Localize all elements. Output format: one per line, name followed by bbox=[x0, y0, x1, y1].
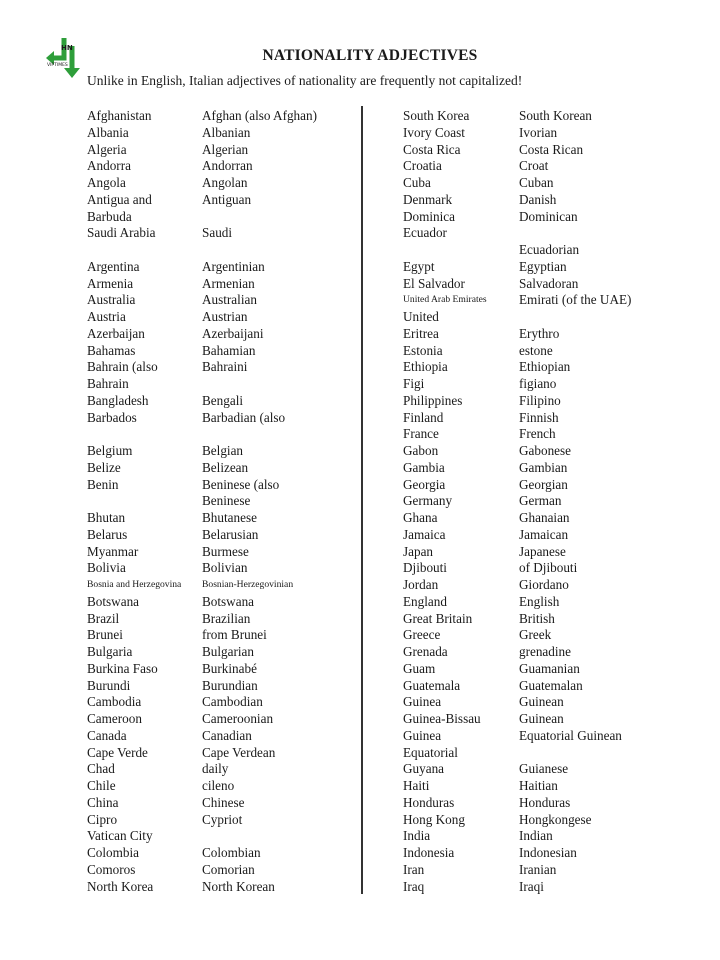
list-row bbox=[87, 209, 357, 226]
country-name: Burundi bbox=[87, 677, 131, 693]
list-row bbox=[87, 108, 357, 125]
list-row bbox=[403, 862, 703, 879]
country-name: Iran bbox=[403, 861, 425, 877]
list-row bbox=[87, 276, 357, 293]
list-row bbox=[403, 845, 703, 862]
list-row bbox=[403, 828, 703, 845]
list-row bbox=[403, 276, 703, 293]
list-row bbox=[87, 594, 357, 611]
nationality-adjective: Colombian bbox=[202, 845, 261, 860]
list-row bbox=[87, 745, 357, 762]
country-name: Bhutan bbox=[87, 510, 126, 525]
country-name: Iraq bbox=[403, 878, 425, 894]
country-name: Gabon bbox=[403, 443, 439, 458]
list-row bbox=[403, 343, 703, 360]
nationality-adjective: Georgian bbox=[519, 476, 568, 492]
nationality-adjective: daily bbox=[202, 761, 229, 777]
nationality-adjective: from Brunei bbox=[202, 627, 267, 643]
country-name: England bbox=[403, 593, 447, 609]
nationality-adjective: grenadine bbox=[519, 644, 571, 659]
country-name: Armenia bbox=[87, 275, 134, 291]
country-name: Denmark bbox=[403, 191, 453, 207]
nationality-adjective: Danish bbox=[519, 191, 557, 207]
country-name: Costa Rica bbox=[403, 141, 461, 157]
list-row bbox=[87, 242, 357, 259]
list-row bbox=[403, 460, 703, 477]
country-name: China bbox=[87, 794, 119, 810]
nationality-adjective: Giordano bbox=[519, 577, 569, 592]
list-row bbox=[87, 410, 357, 427]
list-row bbox=[87, 862, 357, 879]
list-row bbox=[87, 644, 357, 661]
nationality-adjective: Burmese bbox=[202, 543, 249, 559]
nationality-adjective: Finnish bbox=[519, 409, 559, 425]
nationality-adjective: Japanese bbox=[519, 543, 566, 559]
country-name: Ghana bbox=[403, 510, 438, 525]
list-row bbox=[87, 828, 357, 845]
nationality-adjective: Azerbaijani bbox=[202, 325, 264, 341]
list-row bbox=[87, 259, 357, 276]
country-name: Equatorial bbox=[403, 744, 458, 760]
list-row bbox=[403, 694, 703, 711]
list-row bbox=[87, 544, 357, 561]
country-name: Angola bbox=[87, 175, 126, 190]
country-name: Estonia bbox=[403, 342, 443, 358]
list-row bbox=[87, 225, 357, 242]
nationality-adjective: Cambodian bbox=[202, 694, 263, 710]
list-row bbox=[403, 544, 703, 561]
country-name: Guatemala bbox=[403, 677, 461, 693]
nationality-adjective: Filipino bbox=[519, 392, 561, 408]
country-name: Albania bbox=[87, 124, 129, 140]
country-name: Barbados bbox=[87, 409, 137, 425]
list-row bbox=[403, 309, 703, 326]
list-row bbox=[87, 309, 357, 326]
country-name: Cambodia bbox=[87, 694, 142, 710]
list-row bbox=[403, 493, 703, 510]
country-name: Comoros bbox=[87, 861, 136, 877]
nationality-adjective: Cypriot bbox=[202, 811, 243, 827]
country-name: Guinea bbox=[403, 727, 442, 743]
country-name: Grenada bbox=[403, 644, 448, 659]
list-row bbox=[403, 292, 703, 309]
country-name: Andorra bbox=[87, 158, 131, 174]
country-name: France bbox=[403, 426, 439, 442]
nationality-adjective: Guatemalan bbox=[519, 677, 583, 693]
nationality-adjective: estone bbox=[519, 342, 553, 358]
nationality-adjective: Belarusian bbox=[202, 526, 259, 542]
country-name: Indonesia bbox=[403, 845, 455, 860]
list-row bbox=[87, 175, 357, 192]
nationality-adjective: Beninese (also bbox=[202, 476, 280, 492]
list-row bbox=[87, 292, 357, 309]
list-row bbox=[403, 359, 703, 376]
nationality-adjective: Cuban bbox=[519, 175, 554, 190]
nationality-adjective: Brazilian bbox=[202, 610, 251, 626]
nationality-adjective: Australian bbox=[202, 292, 257, 308]
country-name: Bangladesh bbox=[87, 392, 149, 408]
nationality-adjective: Guinean bbox=[519, 694, 564, 710]
nationality-adjective: Honduras bbox=[519, 794, 571, 810]
country-name: North Korea bbox=[87, 878, 154, 894]
nationality-adjective: Barbadian (also bbox=[202, 409, 286, 425]
list-row bbox=[87, 761, 357, 778]
nationality-adjective: Ivorian bbox=[519, 124, 558, 140]
nationality-adjective: Ghanaian bbox=[519, 510, 570, 525]
nationality-adjective: Costa Rican bbox=[519, 141, 584, 157]
nationality-adjective: Argentinian bbox=[202, 258, 265, 274]
list-row bbox=[403, 142, 703, 159]
nationality-adjective: British bbox=[519, 610, 555, 626]
nationality-adjective: Antiguan bbox=[202, 191, 252, 207]
nationality-adjective: Beninese bbox=[202, 493, 251, 509]
nationality-adjective: Gambian bbox=[519, 459, 568, 475]
country-name: Botswana bbox=[87, 593, 140, 609]
nationality-adjective: Bahamian bbox=[202, 342, 256, 358]
list-row bbox=[87, 711, 357, 728]
country-name: Australia bbox=[87, 292, 136, 308]
country-name: Myanmar bbox=[87, 543, 139, 559]
country-name: Cape Verde bbox=[87, 744, 148, 760]
list-row bbox=[403, 527, 703, 544]
country-name: Guinea bbox=[403, 694, 442, 710]
nationality-adjective: Bahraini bbox=[202, 359, 248, 375]
list-row bbox=[403, 426, 703, 443]
country-name: Belize bbox=[87, 459, 121, 475]
country-name: Haiti bbox=[403, 778, 430, 793]
nationality-adjective: Hongkongese bbox=[519, 811, 592, 827]
list-row bbox=[87, 694, 357, 711]
list-row bbox=[403, 158, 703, 175]
nationality-adjective: Chinese bbox=[202, 794, 245, 810]
list-row bbox=[87, 426, 357, 443]
nationality-adjective: French bbox=[519, 426, 556, 442]
nationality-adjective: Bhutanese bbox=[202, 510, 257, 525]
list-row bbox=[403, 192, 703, 209]
country-name: Ethiopia bbox=[403, 359, 448, 375]
nationality-adjective: of Djibouti bbox=[519, 560, 578, 576]
country-name: Dominica bbox=[403, 208, 456, 224]
country-name: Bosnia and Herzegovina bbox=[87, 579, 182, 590]
list-row bbox=[87, 343, 357, 360]
list-row bbox=[403, 477, 703, 494]
list-row bbox=[403, 627, 703, 644]
left-column-list bbox=[87, 108, 357, 895]
list-row bbox=[87, 125, 357, 142]
nationality-adjective: Saudi bbox=[202, 225, 233, 241]
nationality-adjective: Guianese bbox=[519, 761, 569, 777]
country-name: Benin bbox=[87, 476, 119, 492]
list-row bbox=[87, 376, 357, 393]
country-name: Eritrea bbox=[403, 325, 439, 341]
list-row bbox=[87, 326, 357, 343]
list-row bbox=[403, 594, 703, 611]
list-row bbox=[87, 879, 357, 896]
page-title: NATIONALITY ADJECTIVES bbox=[262, 47, 478, 64]
nationality-adjective: Bosnian-Herzegovinian bbox=[202, 579, 294, 590]
country-name: Vatican City bbox=[87, 828, 153, 844]
country-name: Bahrain bbox=[87, 376, 129, 391]
nationality-adjective: Dominican bbox=[519, 208, 578, 224]
nationality-adjective: German bbox=[519, 493, 562, 509]
country-name: United bbox=[403, 309, 439, 324]
nationality-adjective: Belizean bbox=[202, 459, 249, 475]
nationality-adjective: Armenian bbox=[202, 275, 255, 291]
list-row bbox=[87, 477, 357, 494]
country-name: Figi bbox=[403, 376, 425, 391]
list-row bbox=[87, 812, 357, 829]
list-row bbox=[87, 611, 357, 628]
country-name: Djibouti bbox=[403, 560, 447, 576]
nationality-adjective: Guinean bbox=[519, 711, 564, 726]
list-row bbox=[87, 460, 357, 477]
list-row bbox=[403, 678, 703, 695]
list-row bbox=[87, 510, 357, 527]
country-name: Great Britain bbox=[403, 610, 473, 626]
list-row bbox=[403, 376, 703, 393]
nationality-adjective: Indonesian bbox=[519, 845, 577, 860]
list-row bbox=[87, 359, 357, 376]
list-row bbox=[403, 242, 703, 259]
list-row bbox=[403, 410, 703, 427]
list-row bbox=[403, 745, 703, 762]
page-subtitle: Unlike in English, Italian adjectives of nationality are frequently not capitalized! bbox=[87, 73, 523, 88]
list-row bbox=[403, 443, 703, 460]
nationality-adjective: Afghan (also Afghan) bbox=[202, 108, 317, 123]
list-row bbox=[87, 661, 357, 678]
country-name: Croatia bbox=[403, 158, 442, 174]
list-row bbox=[403, 812, 703, 829]
country-name: Cuba bbox=[403, 175, 431, 190]
country-name: Saudi Arabia bbox=[87, 225, 156, 241]
nationality-adjective: Canadian bbox=[202, 727, 252, 743]
country-name: Cipro bbox=[87, 811, 118, 827]
nationality-adjective: Haitian bbox=[519, 778, 558, 793]
country-name: Canada bbox=[87, 727, 127, 743]
list-row bbox=[87, 192, 357, 209]
country-name: South Korea bbox=[403, 108, 470, 123]
list-row bbox=[87, 778, 357, 795]
list-row bbox=[87, 845, 357, 862]
country-name: Belarus bbox=[87, 526, 128, 542]
list-row bbox=[87, 393, 357, 410]
list-row bbox=[403, 560, 703, 577]
nationality-adjective: Egyptian bbox=[519, 258, 567, 274]
nationality-adjective: Croat bbox=[519, 158, 549, 174]
country-name: Cameroon bbox=[87, 711, 142, 726]
country-name: Philippines bbox=[403, 392, 463, 408]
country-name: Chad bbox=[87, 761, 115, 777]
country-name: Finland bbox=[403, 409, 444, 425]
nationality-adjective: Salvadoran bbox=[519, 275, 579, 291]
country-name: Georgia bbox=[403, 476, 446, 492]
nationality-adjective: Iranian bbox=[519, 861, 557, 877]
logo-text: HN bbox=[61, 44, 73, 52]
country-name: El Salvador bbox=[403, 275, 465, 291]
nationality-adjective: Equatorial Guinean bbox=[519, 727, 622, 743]
country-name: Egypt bbox=[403, 258, 435, 274]
list-row bbox=[403, 761, 703, 778]
column-divider bbox=[361, 106, 363, 894]
country-name: Burkina Faso bbox=[87, 660, 158, 676]
country-name: Japan bbox=[403, 543, 434, 559]
nationality-adjective: Albanian bbox=[202, 124, 251, 140]
logo-caption: VIPTIMES bbox=[47, 63, 68, 68]
nationality-adjective: Emirati (of the UAE) bbox=[519, 292, 632, 308]
nationality-adjective: Guamanian bbox=[519, 660, 580, 676]
country-name: Bahamas bbox=[87, 342, 136, 358]
country-name: Barbuda bbox=[87, 208, 132, 224]
country-name: Guyana bbox=[403, 761, 445, 777]
list-row bbox=[403, 259, 703, 276]
nationality-adjective: Ethiopian bbox=[519, 359, 571, 375]
nationality-adjective: Botswana bbox=[202, 593, 255, 609]
country-name: Honduras bbox=[403, 794, 455, 810]
nationality-adjective: Andorran bbox=[202, 158, 253, 174]
country-name: India bbox=[403, 828, 431, 844]
list-row bbox=[403, 778, 703, 795]
country-name: Gambia bbox=[403, 459, 445, 475]
list-row bbox=[403, 711, 703, 728]
list-row bbox=[403, 175, 703, 192]
nationality-adjective: Iraqi bbox=[519, 878, 544, 894]
list-row bbox=[87, 577, 357, 594]
list-row bbox=[403, 728, 703, 745]
country-name: Afghanistan bbox=[87, 108, 152, 123]
country-name: Argentina bbox=[87, 258, 140, 274]
country-name: Antigua and bbox=[87, 191, 152, 207]
nationality-adjective: Ecuadorian bbox=[519, 242, 580, 257]
country-name: Ivory Coast bbox=[403, 124, 465, 140]
list-row bbox=[87, 158, 357, 175]
nationality-adjective: Cape Verdean bbox=[202, 744, 276, 760]
country-name: Guinea-Bissau bbox=[403, 711, 481, 726]
list-row bbox=[87, 443, 357, 460]
country-name: Bulgaria bbox=[87, 644, 133, 659]
nationality-adjective: Comorian bbox=[202, 861, 255, 877]
country-name: Belgium bbox=[87, 443, 133, 458]
list-row bbox=[403, 661, 703, 678]
nationality-adjective: Austrian bbox=[202, 309, 248, 324]
country-name: Austria bbox=[87, 309, 126, 324]
nationality-adjective: Burundian bbox=[202, 677, 258, 693]
nationality-adjective: Bulgarian bbox=[202, 644, 255, 659]
nationality-adjective: cileno bbox=[202, 778, 235, 793]
country-name: Chile bbox=[87, 778, 116, 793]
list-row bbox=[403, 225, 703, 242]
country-name: Hong Kong bbox=[403, 811, 465, 827]
nationality-adjective: Jamaican bbox=[519, 526, 569, 542]
country-name: Jamaica bbox=[403, 526, 446, 542]
list-row bbox=[403, 611, 703, 628]
country-name: Bahrain (also bbox=[87, 359, 158, 375]
nationality-adjective: Indian bbox=[519, 828, 553, 844]
list-row bbox=[403, 644, 703, 661]
nationality-adjective: English bbox=[519, 593, 560, 609]
country-name: Germany bbox=[403, 493, 453, 509]
list-row bbox=[87, 493, 357, 510]
nationality-adjective: Greek bbox=[519, 627, 552, 643]
list-row bbox=[87, 678, 357, 695]
country-name: Greece bbox=[403, 627, 441, 643]
nationality-adjective: Gabonese bbox=[519, 443, 571, 458]
nationality-adjective: Angolan bbox=[202, 175, 248, 190]
country-name: Algeria bbox=[87, 141, 127, 157]
country-name: Brazil bbox=[87, 610, 120, 626]
list-row bbox=[403, 795, 703, 812]
list-row bbox=[87, 795, 357, 812]
nationality-adjective: Bengali bbox=[202, 392, 244, 408]
country-name: Guam bbox=[403, 660, 436, 676]
country-name: United Arab Emirates bbox=[403, 294, 487, 306]
list-row bbox=[87, 527, 357, 544]
list-row bbox=[403, 326, 703, 343]
list-row bbox=[403, 510, 703, 527]
country-name: Bolivia bbox=[87, 560, 126, 576]
list-row bbox=[87, 142, 357, 159]
list-row bbox=[87, 728, 357, 745]
nationality-adjective: Belgian bbox=[202, 443, 244, 458]
nationality-adjective: Burkinabé bbox=[202, 660, 257, 676]
list-row bbox=[403, 108, 703, 125]
nationality-adjective: North Korean bbox=[202, 878, 275, 894]
nationality-adjective: figiano bbox=[519, 376, 557, 391]
country-name: Brunei bbox=[87, 627, 123, 643]
list-row bbox=[403, 125, 703, 142]
country-name: Azerbaijan bbox=[87, 325, 145, 341]
nationality-adjective: Algerian bbox=[202, 141, 249, 157]
list-row bbox=[403, 209, 703, 226]
list-row bbox=[87, 627, 357, 644]
list-row bbox=[403, 879, 703, 896]
list-row bbox=[403, 577, 703, 594]
country-name: Jordan bbox=[403, 577, 439, 592]
right-column-list bbox=[403, 108, 703, 895]
country-name: Colombia bbox=[87, 845, 140, 860]
list-row bbox=[403, 393, 703, 410]
list-row bbox=[87, 560, 357, 577]
nationality-adjective: Erythro bbox=[519, 325, 560, 341]
nationality-adjective: Bolivian bbox=[202, 560, 248, 576]
nationality-adjective: South Korean bbox=[519, 108, 592, 123]
nationality-adjective: Cameroonian bbox=[202, 711, 274, 726]
country-name: Ecuador bbox=[403, 225, 447, 241]
